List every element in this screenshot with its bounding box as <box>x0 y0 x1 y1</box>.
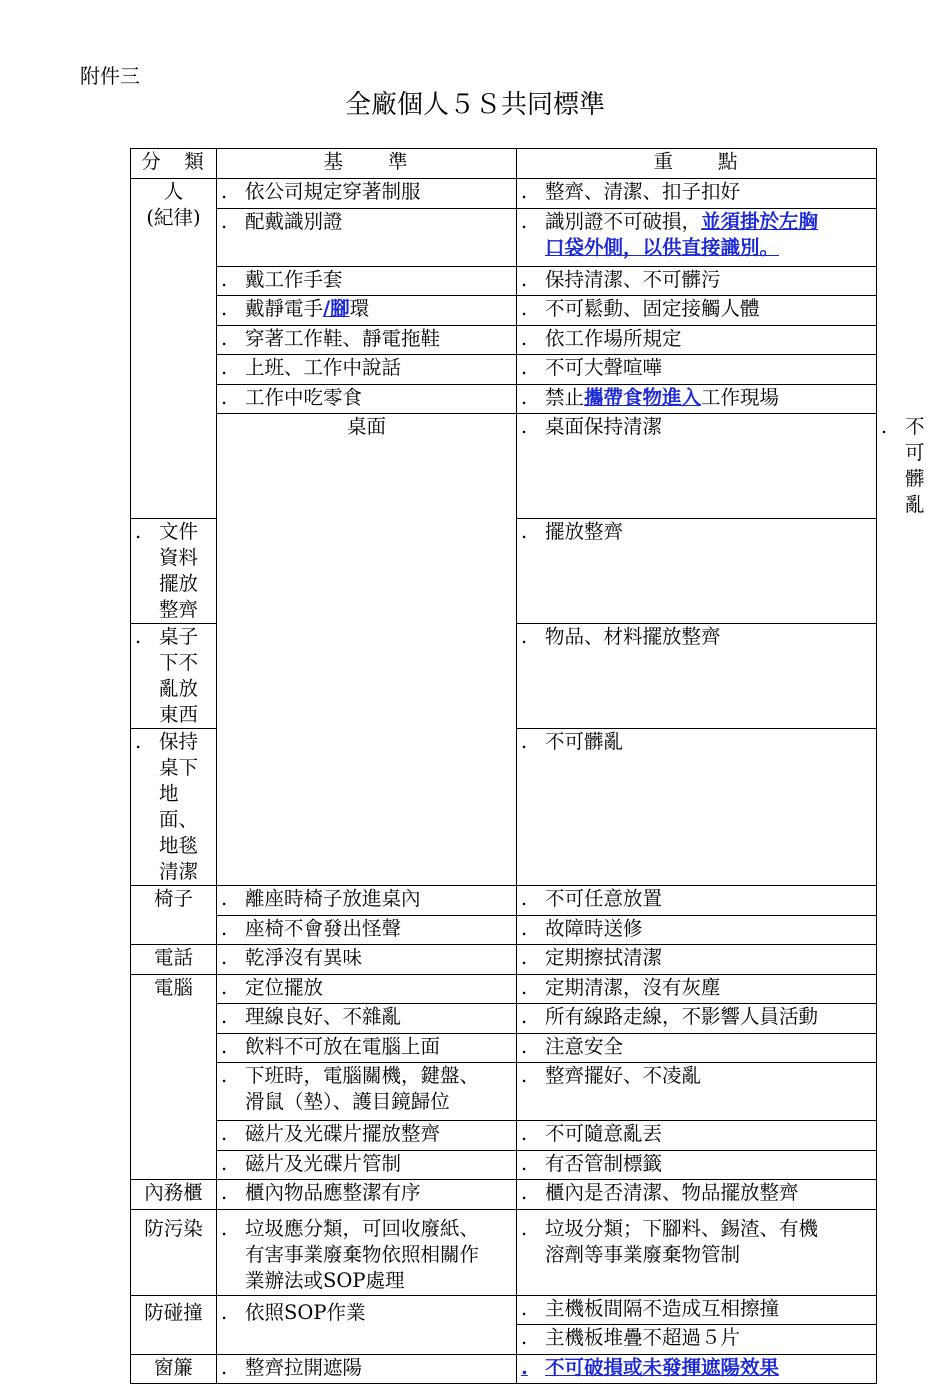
bullet: . <box>521 1355 528 1379</box>
bullet: . <box>521 415 528 438</box>
category-cell-chair <box>131 886 217 945</box>
key-point-text: 物品、材料擺放整齊 <box>545 625 721 648</box>
bullet: . <box>221 1005 228 1028</box>
criteria-text: 下班時，電腦關機，鍵盤、 <box>245 1064 480 1087</box>
bullet: . <box>135 520 142 543</box>
criteria-text: 定位擺放 <box>245 975 324 999</box>
bullet: . <box>221 356 228 379</box>
criteria-text: 依照SOP作業 <box>245 1300 366 1324</box>
bullet: . <box>521 1064 528 1087</box>
bullet: . <box>135 625 142 648</box>
key-point-text: 依工作場所規定 <box>545 326 682 350</box>
key-point-text: 不可髒亂 <box>545 730 624 753</box>
key-point-text: 整齊擺好、不凌亂 <box>545 1064 702 1087</box>
key-point-text: 禁止 <box>545 385 585 409</box>
bullet: . <box>521 1296 528 1320</box>
category-label: 防污染 <box>144 1216 203 1240</box>
criteria-text: 理線良好、不雜亂 <box>245 1005 402 1028</box>
header-category: 分 類 <box>131 149 217 179</box>
criteria-emphasis: /腳 <box>323 297 350 320</box>
key-point-emphasis: 不可破損或未發揮遮陽效果 <box>545 1355 780 1379</box>
bullet: . <box>521 209 528 233</box>
criteria-text: 保持桌下地面、地毯清潔 <box>159 730 199 883</box>
bullet: . <box>521 975 528 999</box>
key-point-text: 定期擦拭清潔 <box>545 946 663 969</box>
bullet: . <box>221 1064 228 1087</box>
table-row <box>131 1180 877 1210</box>
category-label: 電話 <box>153 946 193 969</box>
annex-label: 附件三 <box>80 64 140 88</box>
criteria-text: 上班、工作中說話 <box>245 356 402 379</box>
bullet: . <box>521 946 528 969</box>
table-row <box>131 915 877 945</box>
table-row <box>131 296 877 326</box>
category-cell-phone <box>131 945 217 975</box>
table-row <box>131 1121 877 1151</box>
criteria-text: 穿著工作鞋、靜電拖鞋 <box>245 326 441 350</box>
key-point-text: 保持清潔、不可髒污 <box>545 267 721 291</box>
key-point-text: 不可髒亂 <box>905 415 925 516</box>
key-point-text: 識別證不可破損， <box>545 209 702 233</box>
table-row <box>131 179 877 209</box>
table-row <box>131 1033 877 1063</box>
table-row <box>131 1209 877 1295</box>
table-row <box>131 1004 877 1034</box>
bullet: . <box>521 1181 528 1204</box>
table-row <box>131 208 877 266</box>
category-label: 椅子 <box>153 887 193 910</box>
key-point-text-continued: 溶劑等事業廢棄物管制 <box>545 1242 741 1266</box>
table-header-row <box>131 149 877 179</box>
key-point-text: 擺放整齊 <box>545 520 624 543</box>
category-cell-personal <box>131 179 217 519</box>
table-row <box>131 384 877 414</box>
bullet: . <box>221 209 228 233</box>
bullet: . <box>221 385 228 409</box>
key-point-text: 故障時送修 <box>545 916 643 940</box>
criteria-text-continued: 有害事業廢棄物依照相關作 <box>245 1242 480 1266</box>
table-row <box>131 886 877 916</box>
bullet: . <box>221 916 228 940</box>
key-point-text: 定期清潔，沒有灰塵 <box>545 975 721 999</box>
criteria-text: 整齊拉開遮陽 <box>245 1355 363 1379</box>
criteria-text: 桌子下不亂放東西 <box>159 625 199 726</box>
standards-table <box>130 148 925 1384</box>
criteria-text-end: 環 <box>349 297 370 320</box>
header-key-points: 重 點 <box>517 149 877 179</box>
table-row <box>131 355 877 385</box>
bullet: . <box>221 1151 228 1175</box>
key-point-text: 所有線路走線，不影響人員活動 <box>545 1005 819 1028</box>
bullet: . <box>221 1216 228 1240</box>
criteria-text: 磁片及光碟片擺放整齊 <box>245 1122 441 1145</box>
criteria-text: 工作中吃零食 <box>245 385 363 409</box>
criteria-text: 櫃內物品應整潔有序 <box>245 1181 421 1204</box>
criteria-text: 戴靜電手 <box>245 297 324 320</box>
key-point-text: 不可大聲喧嘩 <box>545 356 663 379</box>
key-point-text: 主機板間隔不造成互相擦撞 <box>545 1296 780 1320</box>
page-title: 全廠個人５Ｓ共同標準 <box>344 90 605 120</box>
criteria-text: 垃圾應分類，可回收廢紙、 <box>245 1216 480 1240</box>
criteria-text: 桌面保持清潔 <box>545 415 663 438</box>
category-cell-cabinet <box>131 1180 217 1210</box>
key-point-text: 有否管制標籤 <box>545 1151 663 1175</box>
category-label: 人 <box>163 180 184 203</box>
key-point-text: 不可隨意亂丟 <box>545 1122 663 1145</box>
bullet: . <box>221 267 228 291</box>
header-criteria: 基 準 <box>217 149 517 179</box>
category-label: 電腦 <box>153 975 193 999</box>
table-row <box>131 974 877 1004</box>
bullet: . <box>221 975 228 999</box>
bullet: . <box>521 385 528 409</box>
bullet: . <box>521 520 528 543</box>
criteria-text: 文件資料擺放整齊 <box>159 520 199 621</box>
category-cell-computer <box>131 974 217 1180</box>
bullet: . <box>881 415 888 438</box>
category-label: 內務櫃 <box>144 1181 203 1204</box>
bullet: . <box>521 326 528 350</box>
bullet: . <box>521 625 528 648</box>
bullet: . <box>521 887 528 910</box>
table-row <box>131 1063 877 1121</box>
category-cell-pollution <box>131 1209 217 1295</box>
bullet: . <box>221 1181 228 1204</box>
bullet: . <box>221 1034 228 1058</box>
criteria-text: 飲料不可放在電腦上面 <box>245 1034 441 1058</box>
table-row <box>131 945 877 975</box>
bullet: . <box>521 730 528 753</box>
category-cell-desk <box>217 414 517 886</box>
bullet: . <box>521 916 528 940</box>
bullet: . <box>221 1355 228 1379</box>
bullet: . <box>521 267 528 291</box>
key-point-text: 注意安全 <box>545 1034 624 1058</box>
criteria-text: 依公司規定穿著制服 <box>245 180 421 203</box>
criteria-text: 磁片及光碟片管制 <box>245 1151 402 1175</box>
key-point-text: 不可任意放置 <box>545 887 663 910</box>
key-point-emphasis: 並須掛於左胸 <box>701 209 819 233</box>
criteria-text: 配戴識別證 <box>245 209 343 233</box>
category-label: 防碰撞 <box>144 1300 203 1324</box>
category-cell-curtain <box>131 1354 217 1384</box>
table-row <box>131 266 877 296</box>
criteria-text-continued: 滑鼠（墊）、護目鏡歸位 <box>245 1090 450 1113</box>
bullet: . <box>221 887 228 910</box>
criteria-text: 戴工作手套 <box>245 267 343 291</box>
category-sublabel: (紀律) <box>146 206 201 229</box>
key-point-text: 整齊、清潔、扣子扣好 <box>545 180 741 203</box>
bullet: . <box>521 180 528 203</box>
category-cell-collision <box>131 1295 217 1354</box>
bullet: . <box>521 1005 528 1028</box>
bullet: . <box>221 1122 228 1145</box>
bullet: . <box>521 297 528 320</box>
table-row <box>131 325 877 355</box>
bullet: . <box>221 946 228 969</box>
criteria-text-continued: 業辦法或SOP處理 <box>245 1268 405 1292</box>
bullet: . <box>221 297 228 320</box>
key-point-emphasis-continued: 口袋外側，以供直接識別。 <box>545 235 780 259</box>
key-point-text-end: 工作現場 <box>701 385 780 409</box>
bullet: . <box>221 326 228 350</box>
bullet: . <box>521 1326 528 1349</box>
table-row <box>131 1150 877 1180</box>
category-label: 桌面 <box>346 415 386 438</box>
key-point-text: 主機板堆疊不超過５片 <box>545 1326 741 1349</box>
key-point-emphasis: 攜帶食物進入 <box>584 385 702 409</box>
bullet: . <box>521 356 528 379</box>
key-point-text: 櫃內是否清潔、物品擺放整齊 <box>545 1181 799 1204</box>
bullet: . <box>521 1122 528 1145</box>
bullet: . <box>221 180 228 203</box>
table-row <box>131 1354 877 1384</box>
criteria-text: 離座時椅子放進桌內 <box>245 887 421 910</box>
category-label: 窗簾 <box>153 1355 193 1379</box>
criteria-text: 乾淨沒有異味 <box>245 946 363 969</box>
criteria-text: 座椅不會發出怪聲 <box>245 916 402 940</box>
bullet: . <box>521 1216 528 1240</box>
bullet: . <box>221 1300 228 1324</box>
bullet: . <box>521 1034 528 1058</box>
bullet: . <box>521 1151 528 1175</box>
table-row <box>131 1295 877 1325</box>
key-point-text: 垃圾分類；下腳料、錫渣、有機 <box>545 1216 819 1240</box>
table-row <box>131 414 877 519</box>
key-point-text: 不可鬆動、固定接觸人體 <box>545 297 760 320</box>
bullet: . <box>135 730 142 753</box>
